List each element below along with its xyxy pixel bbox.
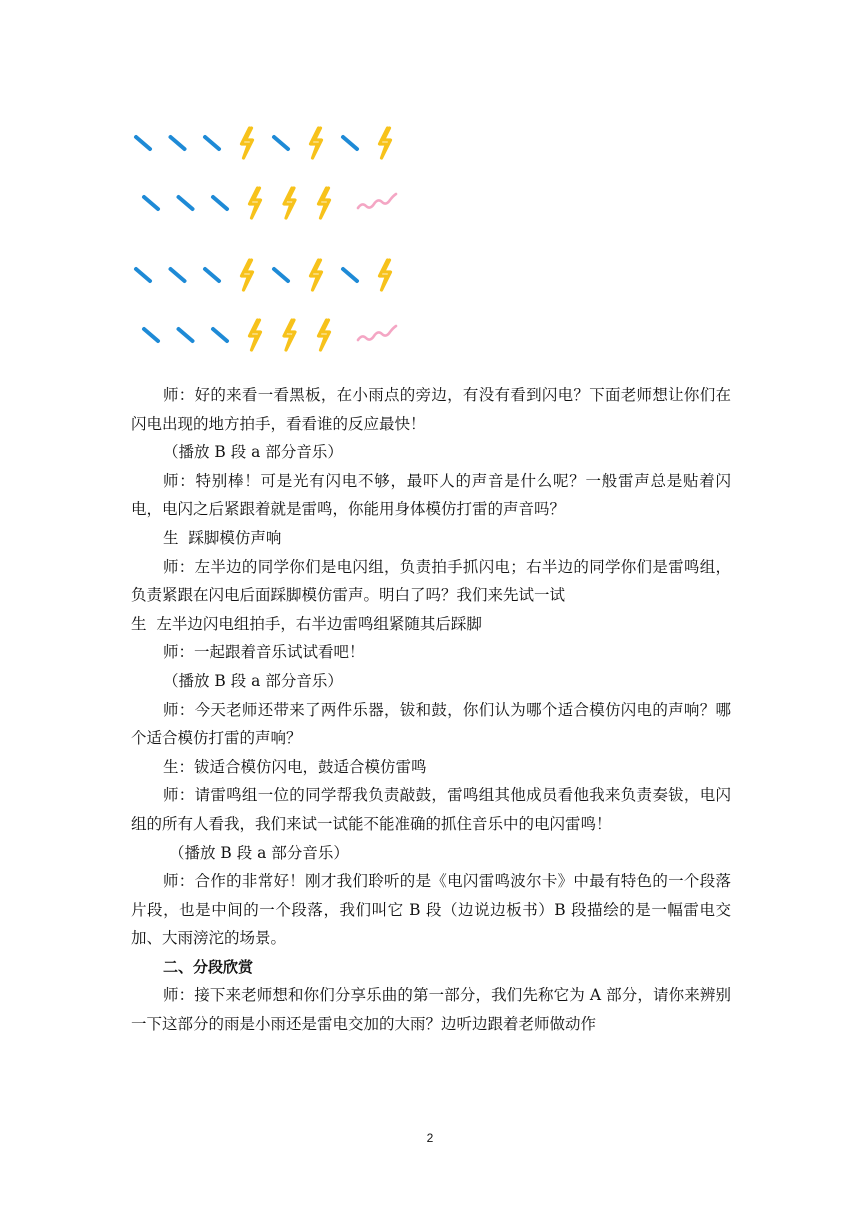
paragraph: 师：请雷鸣组一位的同学帮我负责敲鼓，雷鸣组其他成员看他我来负责奏钹，电闪组的所有人看我，我们来试一试能不能准确的抓住音乐中的电闪雷鸣！ (131, 786, 731, 833)
thunder-wave-icon (358, 194, 396, 208)
rhythm-symbol-figure (130, 115, 430, 365)
section-heading: 二、分段欣赏 (163, 957, 254, 976)
paragraph: 师：接下来老师想和你们分享乐曲的第一部分，我们先称它为 A 部分，请你来辨别一下这部分的雨是小雨还是雷电交加的大雨？边听边跟着老师做动作 (131, 986, 731, 1034)
lightning-icon (311, 128, 322, 158)
raindrop-icon (205, 269, 219, 281)
lightning-icon (380, 260, 391, 290)
lightning-icon (311, 260, 322, 290)
raindrop-icon (171, 269, 185, 281)
lightning-icon (242, 128, 253, 158)
lightning-icon (284, 188, 295, 218)
raindrop-icon (171, 137, 185, 149)
paragraph: 生：钹适合模仿闪电，鼓适合模仿雷鸣 (163, 757, 427, 776)
paragraph: 生 踩脚模仿声响 (163, 528, 282, 547)
raindrop-icon (213, 197, 227, 209)
raindrop-icon (179, 197, 193, 209)
paragraph: 师：左半边的同学你们是电闪组，负责拍手抓闪电；右半边的同学你们是雷鸣组，负责紧跟在闪电后面踩脚模仿雷声。明白了吗？我们来先试一试 (131, 557, 731, 605)
raindrop-icon (136, 137, 150, 149)
paragraph: （播放 B 段 a 部分音乐） (169, 843, 349, 862)
raindrop-icon (343, 269, 357, 281)
paragraph: 生 左半边闪电组拍手，右半边雷鸣组紧随其后踩脚 (131, 614, 482, 633)
raindrop-icon (144, 329, 158, 341)
body-text (131, 381, 731, 1039)
raindrop-icon (179, 329, 193, 341)
paragraph: 师：合作的非常好！刚才我们聆听的是《电闪雷鸣波尔卡》中最有特色的一个段落片段，也是中间的一个段落，我们叫它 B 段（边说边板书）B 段描绘的是一幅雷电交加、大雨滂沱的场景。 (131, 872, 731, 948)
raindrop-icon (205, 137, 219, 149)
paragraph: 师：好的来看一看黑板，在小雨点的旁边，有没有看到闪电？下面老师想让你们在闪电出现的地方拍手，看看谁的反应最快！ (131, 386, 731, 433)
lightning-icon (380, 128, 391, 158)
lightning-icon (284, 320, 295, 350)
raindrop-icon (136, 269, 150, 281)
thunder-wave-icon (358, 326, 396, 340)
lightning-icon (242, 260, 253, 290)
paragraph: （播放 B 段 a 部分音乐） (163, 671, 343, 690)
lightning-icon (319, 320, 330, 350)
page-number: 2 (426, 1131, 434, 1145)
paragraph: 师：特别棒！可是光有闪电不够，最吓人的声音是什么呢？一般雷声总是贴着闪电，电闪之后紧跟着就是雷鸣，你能用身体模仿打雷的声音吗？ (131, 471, 731, 519)
lightning-icon (250, 188, 261, 218)
paragraph: 师：一起跟着音乐试试看吧！ (163, 643, 365, 662)
raindrop-icon (144, 197, 158, 209)
paragraph: （播放 B 段 a 部分音乐） (163, 443, 343, 462)
lightning-icon (250, 320, 261, 350)
raindrop-icon (274, 137, 288, 149)
lightning-icon (319, 188, 330, 218)
raindrop-icon (343, 137, 357, 149)
paragraph: 师：今天老师还带来了两件乐器，钹和鼓，你们认为哪个适合模仿闪电的声响？哪个适合模仿打雷的声响？ (131, 700, 731, 748)
rhythm-symbol-chart (130, 115, 430, 365)
raindrop-icon (274, 269, 288, 281)
raindrop-icon (213, 329, 227, 341)
